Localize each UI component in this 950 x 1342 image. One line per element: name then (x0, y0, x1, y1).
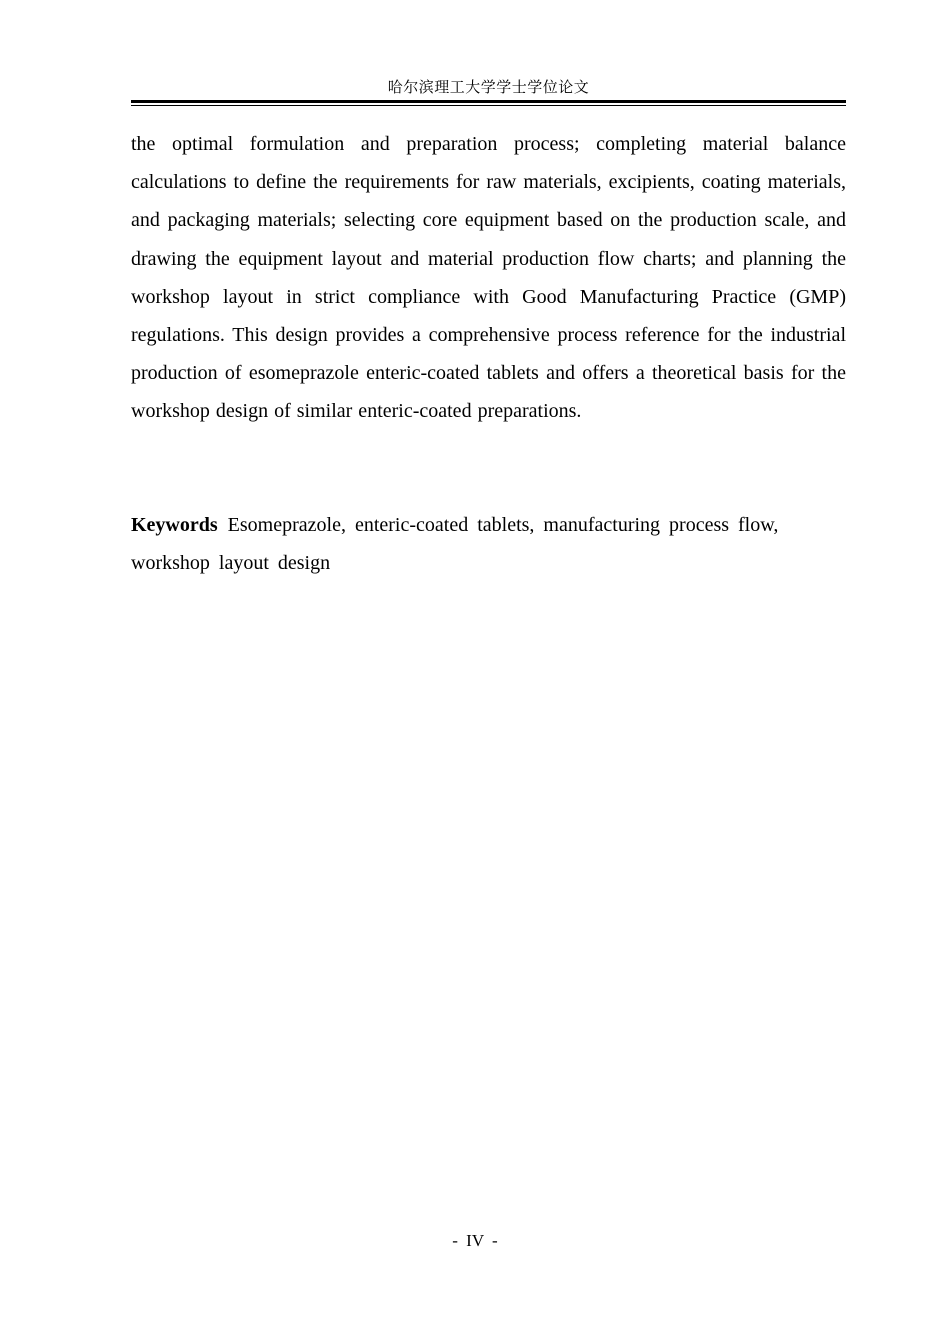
header-rule-thick (131, 100, 846, 103)
thesis-header-title: 哈尔滨理工大学学士学位论文 (387, 80, 590, 96)
abstract-body (131, 125, 846, 431)
page-header (131, 76, 846, 106)
header-rule-thin (131, 105, 846, 106)
keywords-line (131, 506, 811, 582)
keywords-label: Keywords (131, 514, 218, 536)
abstract-paragraph: the optimal formulation and preparation process; completing material balance calculations to define the requirements for raw materials, excipients, coating materials, and packaging materials; selecting core equipment based on the production scale, and drawing the equipment layout and material production flow charts; and planning the workshop layout in strict compliance with Good Manufacturing Practice (GMP) regulations. This design provides a comprehensive process reference for the industrial production of esomeprazole enteric-coated tablets and offers a theoretical basis for the workshop design of similar enteric-coated preparations. (131, 133, 846, 423)
page-number: - IV - (452, 1231, 498, 1250)
keywords-text: Esomeprazole, enteric-coated tablets, manufacturing process flow, workshop layout design (131, 514, 779, 575)
